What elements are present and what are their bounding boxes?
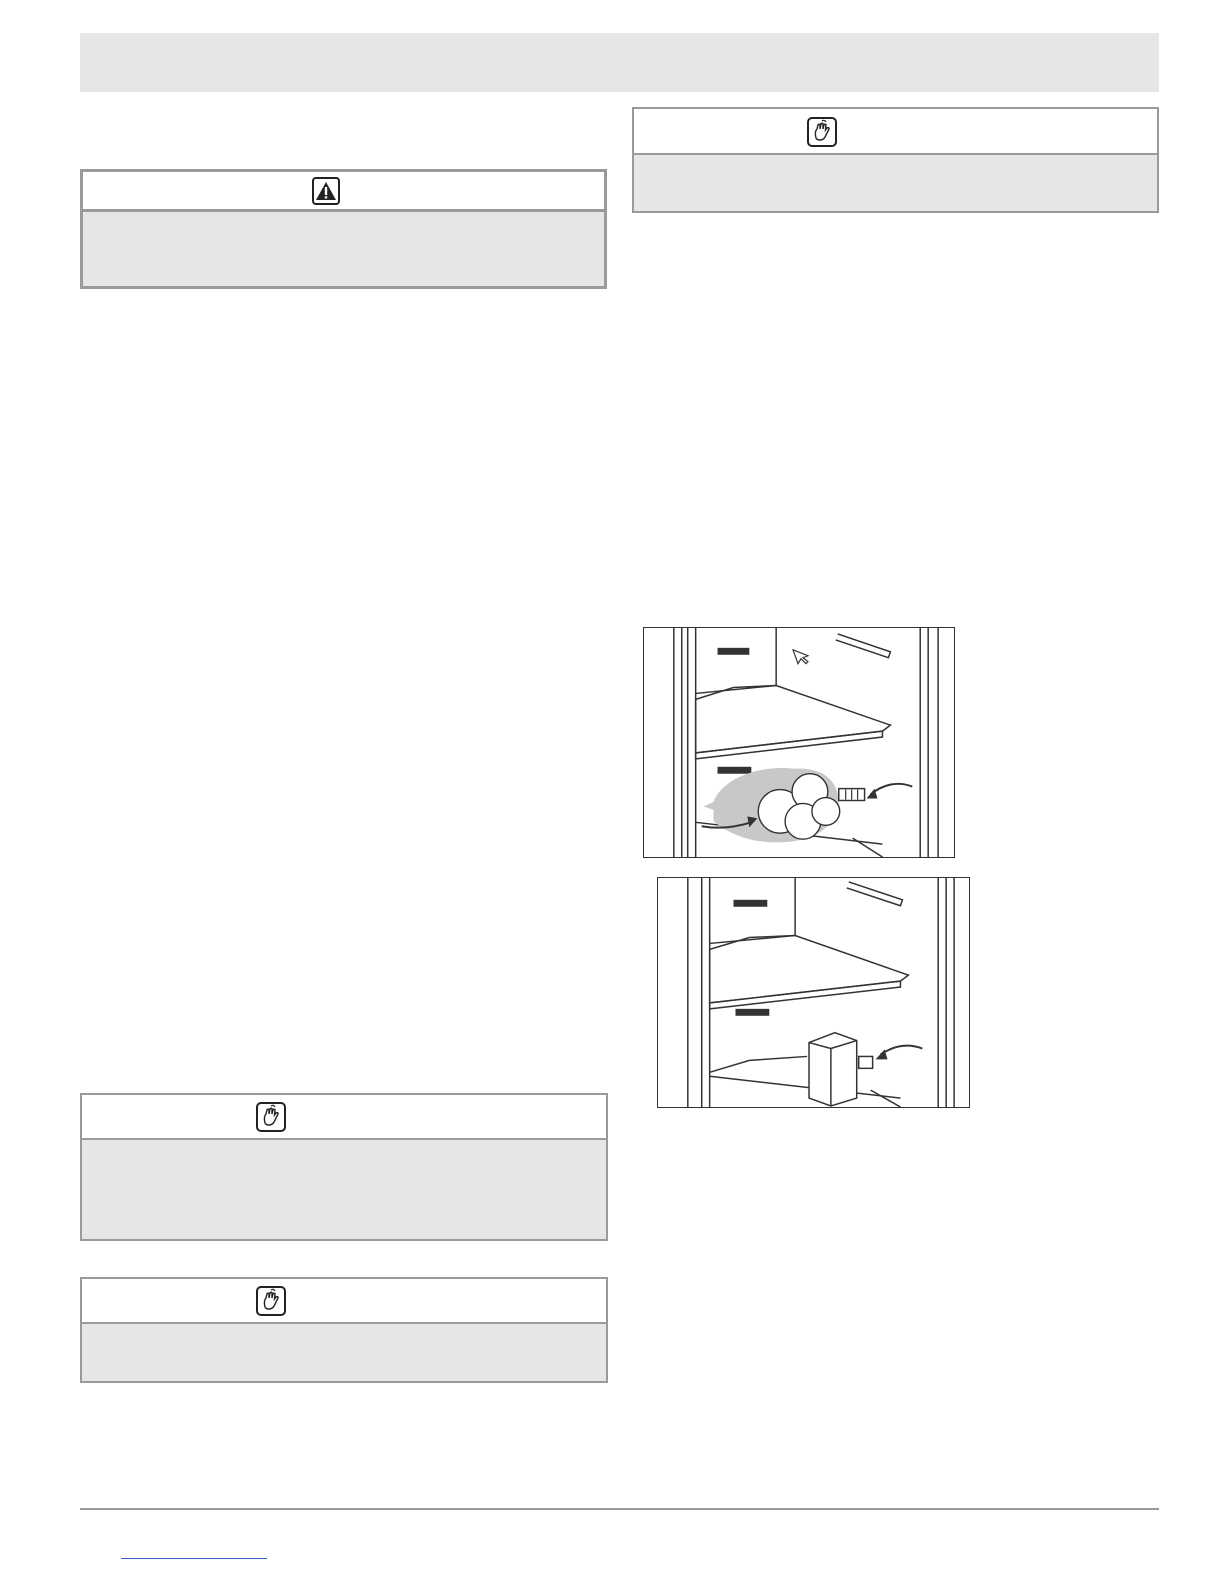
note-box-middle-header xyxy=(82,1095,606,1140)
warning-box-header xyxy=(83,172,604,212)
note-box-lower-header xyxy=(82,1279,606,1324)
warning-box-body xyxy=(83,212,604,286)
fridge-illustration-carton xyxy=(657,877,970,1108)
warning-triangle-icon xyxy=(312,177,340,205)
footer-divider xyxy=(80,1508,1159,1510)
fridge-illustration-produce xyxy=(643,627,955,858)
hand-note-icon xyxy=(256,1286,286,1316)
note-box-middle xyxy=(80,1093,608,1241)
note-box-middle-body xyxy=(82,1140,606,1239)
footer-link[interactable] xyxy=(121,1558,267,1559)
note-box-top xyxy=(632,107,1159,213)
note-box-lower xyxy=(80,1277,608,1383)
hand-note-icon xyxy=(807,117,837,147)
hand-note-icon xyxy=(256,1102,286,1132)
note-box-top-body xyxy=(634,155,1157,211)
warning-box xyxy=(80,169,607,289)
note-box-lower-body xyxy=(82,1324,606,1381)
page-header-band xyxy=(80,33,1159,92)
note-box-top-header xyxy=(634,109,1157,155)
